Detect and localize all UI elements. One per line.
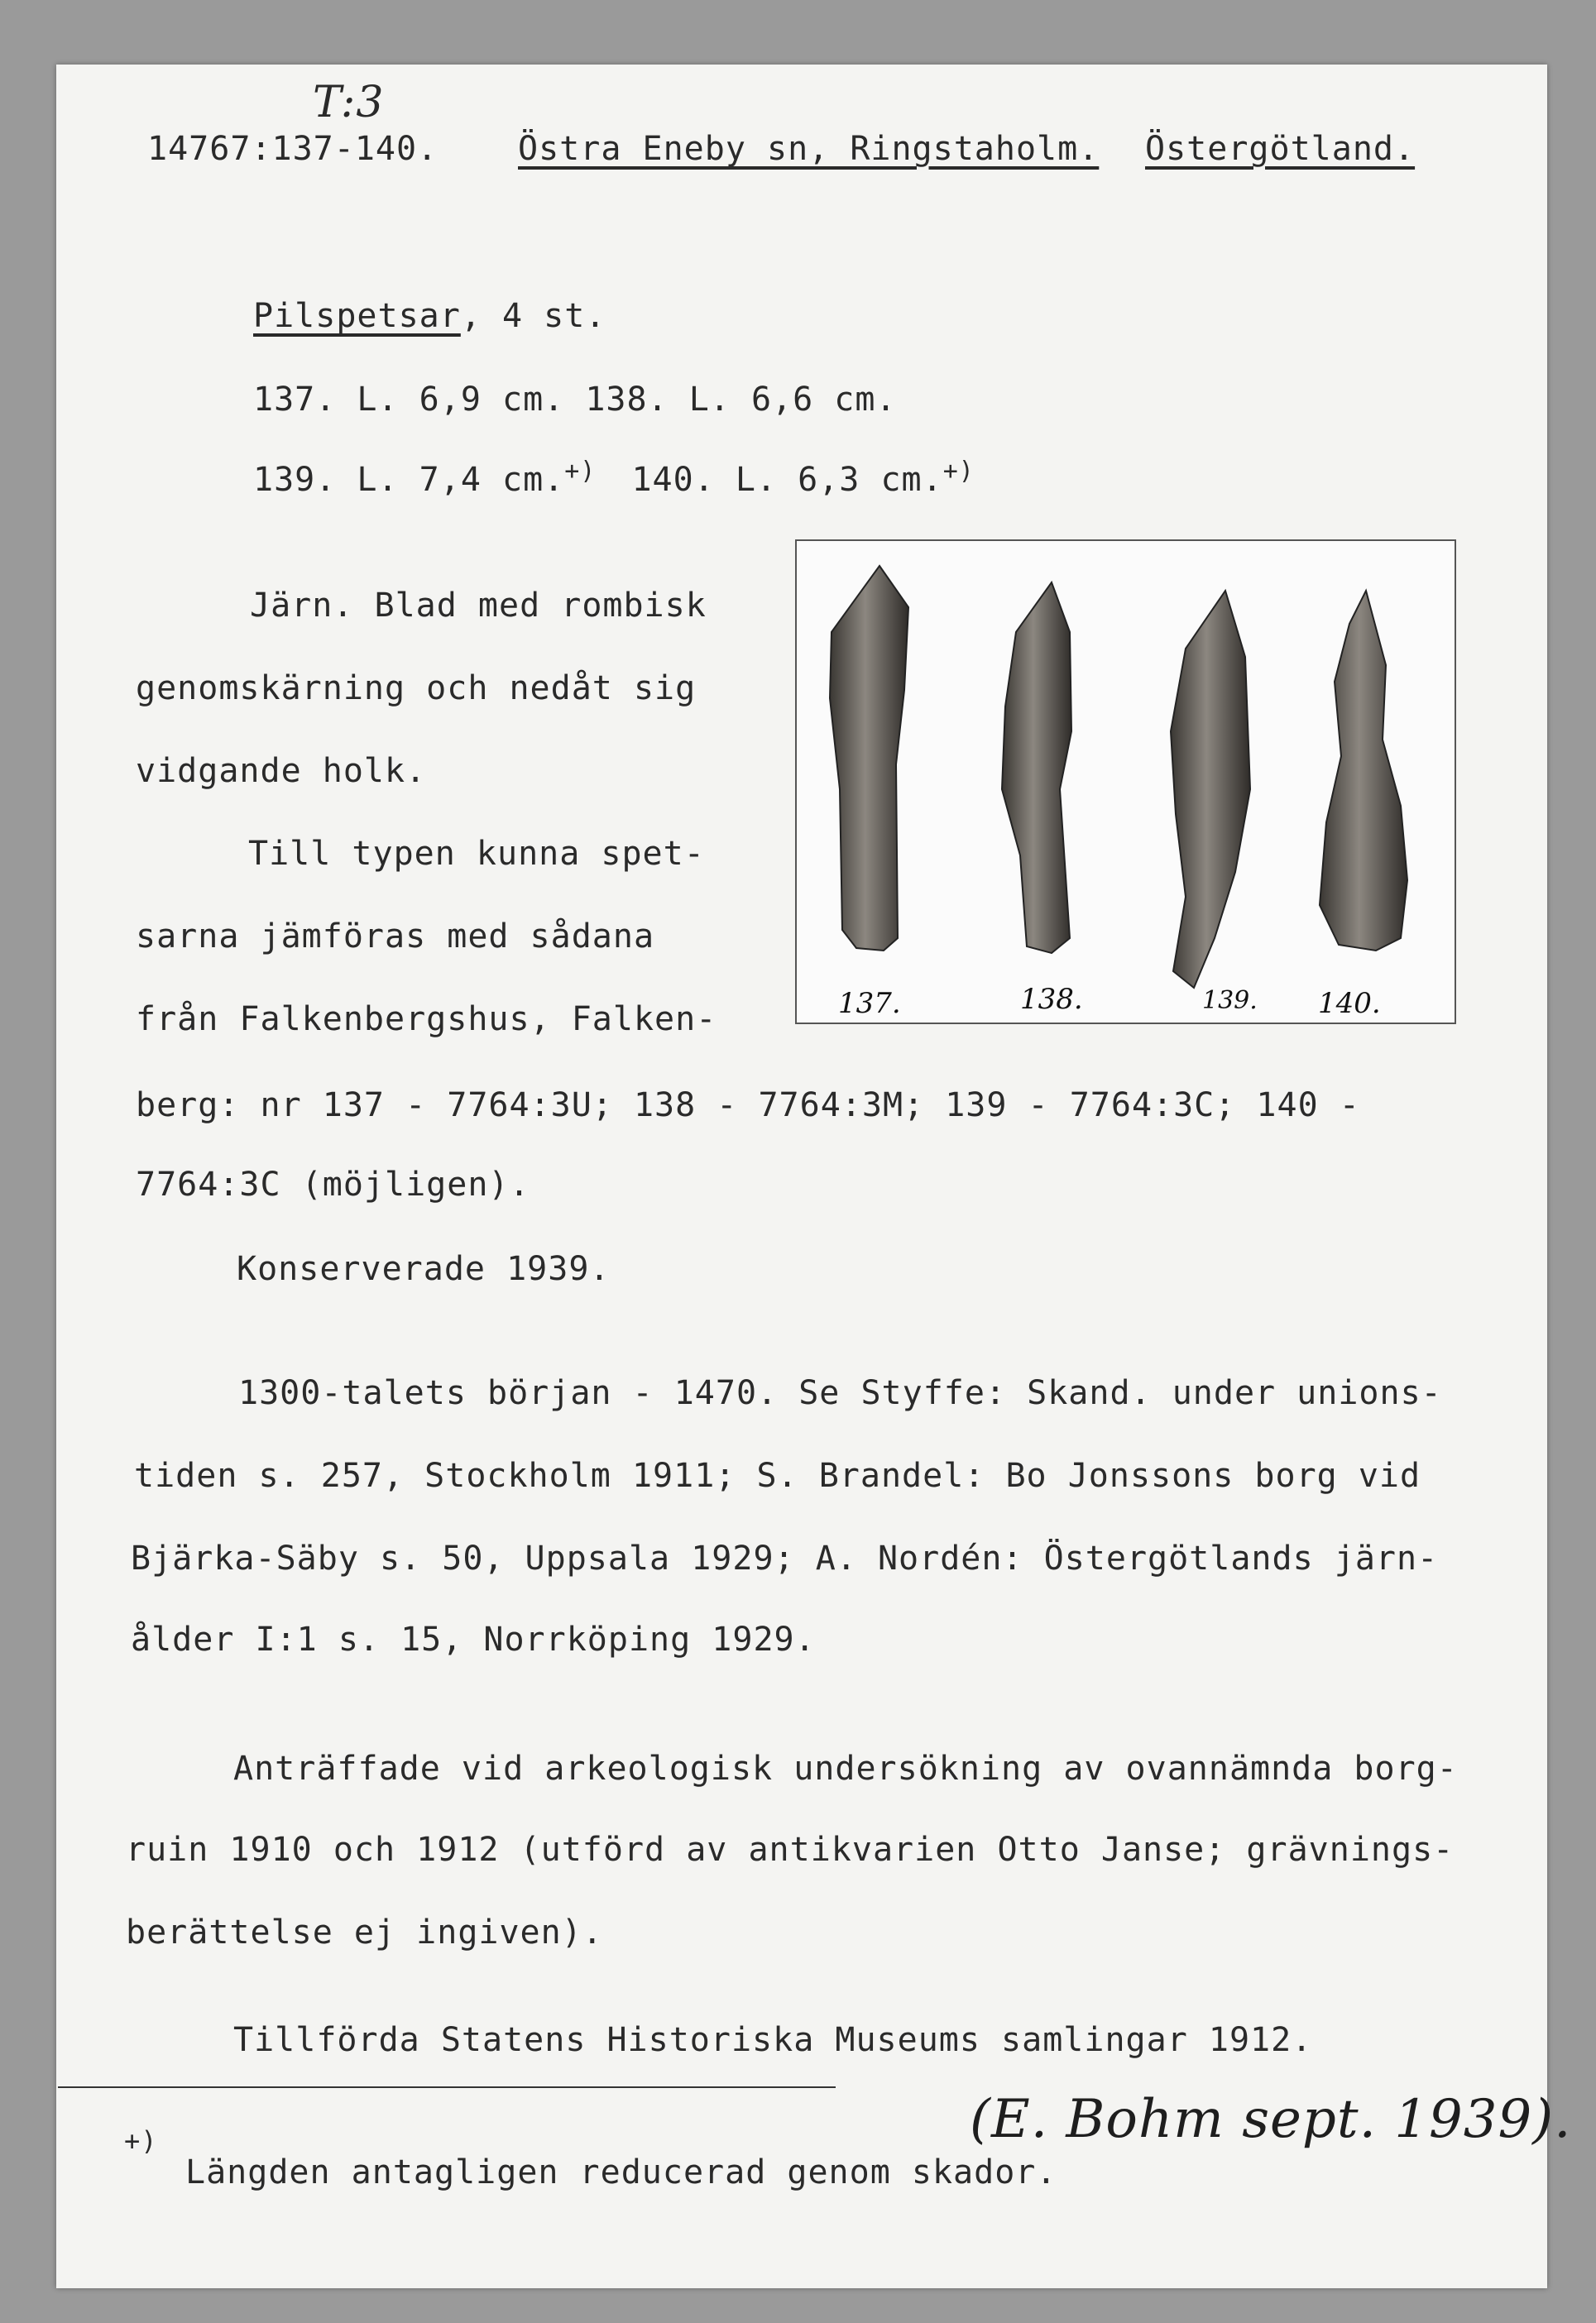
arrowhead-138 bbox=[1002, 582, 1071, 953]
dating-line: ålder I:1 s. 15, Norrköping 1929. bbox=[131, 1621, 816, 1659]
note-marker-139: +) bbox=[564, 457, 597, 486]
dating-line: tiden s. 257, Stockholm 1911; S. Brandel: Bo Jonssons borg vid bbox=[134, 1457, 1421, 1495]
arrowhead-139 bbox=[1171, 591, 1250, 988]
arrowhead-137 bbox=[830, 566, 908, 951]
find-line: ruin 1910 och 1912 (utförd av antikvarien Otto Janse; grävnings- bbox=[126, 1831, 1455, 1869]
measures-line-1: 137. L. 6,9 cm. 138. L. 6,6 cm. bbox=[253, 381, 897, 419]
dating-line: 1300-talets början - 1470. Se Styffe: Skand. under unions- bbox=[238, 1374, 1442, 1412]
description-line: vidgande holk. bbox=[136, 752, 427, 790]
photo-label-138: 138. bbox=[1020, 983, 1083, 1016]
photo-label-140: 140. bbox=[1318, 987, 1381, 1020]
footnote-text: Längden antagligen reducerad genom skador. bbox=[185, 2153, 1057, 2191]
photo-label-139: 139. bbox=[1202, 986, 1258, 1015]
object-title: Pilspetsar bbox=[253, 297, 461, 335]
description-line: berg: nr 137 - 7764:3U; 138 - 7764:3M; 139 - 7764:3C; 140 - bbox=[136, 1086, 1360, 1124]
arrowhead-140 bbox=[1320, 591, 1407, 951]
region: Östergötland. bbox=[1145, 130, 1416, 168]
description-line: 7764:3C (möjligen). bbox=[136, 1166, 530, 1204]
measure-140: 140. L. 6,3 cm. bbox=[631, 461, 943, 499]
find-line: Tillförda Statens Historiska Museums samlingar 1912. bbox=[233, 2021, 1313, 2059]
find-line: berättelse ej ingiven). bbox=[126, 1913, 603, 1952]
dating-line: Bjärka-Säby s. 50, Uppsala 1929; A. Nordén: Östergötlands järn- bbox=[131, 1540, 1439, 1578]
signature: (E. Bohm sept. 1939). bbox=[970, 2089, 1572, 2150]
arrowheads-photo bbox=[795, 539, 1456, 1024]
photo-label-137: 137. bbox=[838, 987, 901, 1020]
measures-line-2 bbox=[253, 457, 975, 499]
description-line: sarna jämföras med sådana bbox=[136, 917, 655, 956]
footnote-marker: +) bbox=[124, 2125, 158, 2157]
note-marker-140: +) bbox=[942, 457, 975, 486]
find-line: Anträffade vid arkeologisk undersökning av ovannämnda borg- bbox=[233, 1750, 1458, 1788]
footnote-divider bbox=[58, 2086, 836, 2088]
object-count: , 4 st. bbox=[460, 297, 606, 335]
description-line: Järn. Blad med rombisk bbox=[250, 587, 707, 625]
description-line: från Falkenbergshus, Falken- bbox=[136, 1000, 717, 1038]
description-line: Konserverade 1939. bbox=[237, 1250, 611, 1288]
description-line: genomskärning och nedåt sig bbox=[136, 669, 697, 707]
location: Östra Eneby sn, Ringstaholm. bbox=[518, 130, 1100, 168]
measure-139: 139. L. 7,4 cm. bbox=[253, 461, 565, 499]
description-line: Till typen kunna spet- bbox=[248, 835, 705, 873]
object-title-line bbox=[253, 299, 606, 333]
catalog-number: 14767:137-140. bbox=[147, 130, 439, 168]
top-mark: T:3 bbox=[313, 78, 385, 127]
